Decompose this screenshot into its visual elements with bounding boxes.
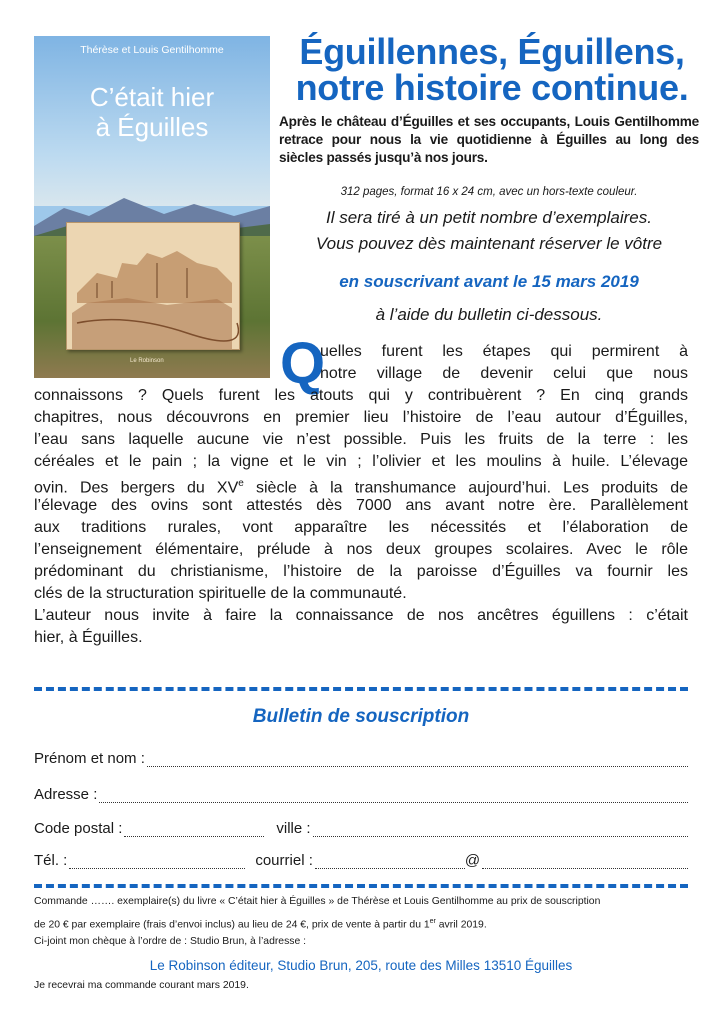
body-line: hier, à Éguilles. [34, 629, 143, 646]
intro-paragraph: Après le château d’Éguilles et ses occupants, Louis Gentilhomme retrace pour nous la vie quotidienne à Éguilles au long des siècles passés jusqu’à nos jours. [279, 114, 699, 165]
body-line: ovin. Des bergers du XVe siècle à la transhumance aujourd’hui. Les produits de [34, 478, 689, 497]
body-line: prédominant du christianisme, l’histoire de la paroisse d’Éguilles va fournir les [34, 563, 688, 580]
at-sign: @ [464, 852, 481, 869]
address-field[interactable] [99, 790, 688, 803]
publisher-address: Le Robinson éditeur, Studio Brun, 205, route des Milles 13510 Éguilles [149, 958, 573, 973]
email-label: courriel : [255, 852, 313, 869]
promo-deadline: en souscrivant avant le 15 mars 2019 [339, 272, 639, 291]
book-details: 312 pages, format 16 x 24 cm, avec un hors-texte couleur. [340, 186, 638, 198]
body-line: l’élevage des ovins sont attestés dès 7000 ans avant notre ère. Parallèlement [34, 497, 688, 514]
promo-line: à l’aide du bulletin ci-dessous. [375, 305, 603, 324]
body-line: l’enseignement élémentaire, prélude à nos deux groupes scolaires. Avec le rôle [34, 541, 688, 558]
order-line: Ci-joint mon chèque à l’ordre de : Studio Brun, à l’adresse : [34, 936, 307, 947]
body-line: L’auteur nous invite à faire la connaissance de nos ancêtres éguillens : c’était [34, 607, 688, 624]
body-line: uelles furent les étapes qui permirent à [320, 343, 688, 360]
dashed-divider [34, 884, 688, 888]
body-line: clés de la structuration spirituelle de la communauté. [34, 585, 407, 602]
contact-row [34, 852, 688, 869]
dashed-divider [34, 687, 688, 691]
book-cover-image [34, 36, 270, 378]
promo-line: Vous pouvez dès maintenant réserver le vôtre [315, 234, 663, 253]
bulletin-title: Bulletin de souscription [252, 706, 470, 727]
postal-label: Code postal : [34, 820, 123, 837]
order-line: de 20 € par exemplaire (frais d’envoi inclus) au lieu de 24 €, prix de vente à partir du 1er avril 2019. [34, 918, 487, 931]
address-row [34, 786, 688, 803]
postal-field[interactable] [124, 824, 264, 837]
cover-publisher: Le Robinson [130, 358, 164, 364]
city-label: ville : [276, 820, 311, 837]
order-line: Je recevrai ma commande courant mars 2019. [34, 980, 249, 991]
cover-authors: Thérèse et Louis Gentilhomme [80, 44, 224, 56]
body-line: aux traditions rurales, vont apparaître les nécessités et l’élaboration de [34, 519, 688, 536]
cover-title: C’était hier à Éguilles [89, 82, 215, 142]
address-label: Adresse : [34, 786, 98, 803]
name-label: Prénom et nom : [34, 750, 145, 767]
email-field-local[interactable] [315, 856, 465, 869]
name-row [34, 750, 688, 767]
email-field-domain[interactable] [482, 856, 688, 869]
city-field[interactable] [313, 824, 688, 837]
body-line: chapitres, nous découvrons en premier lieu l’histoire de l’eau autour d’Éguilles, [34, 409, 688, 426]
tel-field[interactable] [69, 856, 245, 869]
tel-label: Tél. : [34, 852, 68, 869]
promo-line: Il sera tiré à un petit nombre d’exemplaires. [326, 208, 652, 227]
name-field[interactable] [147, 754, 688, 767]
postal-row [34, 820, 688, 837]
headline: Éguillennes, Éguillens, notre histoire continue. [295, 31, 689, 108]
body-line: céréales et le pain ; la vigne et le vin ; l’olivier et les moulins à huile. L’élevage [34, 453, 688, 470]
drop-cap: Q [280, 331, 326, 396]
body-line: notre village de devenir celui que nous [320, 365, 688, 382]
body-line: l’eau sans laquelle aucune vie n’est possible. Puis les fruits de la terre : les [34, 431, 688, 448]
body-line: connaissons ? Quels furent les atouts qui y contribuèrent ? En cinq grands [34, 387, 688, 404]
order-line: Commande ……. exemplaire(s) du livre « C’était hier à Éguilles » de Thérèse et Louis Gentilhomme au prix de souscription [34, 896, 601, 907]
cover-sketch-illustration [66, 222, 240, 350]
